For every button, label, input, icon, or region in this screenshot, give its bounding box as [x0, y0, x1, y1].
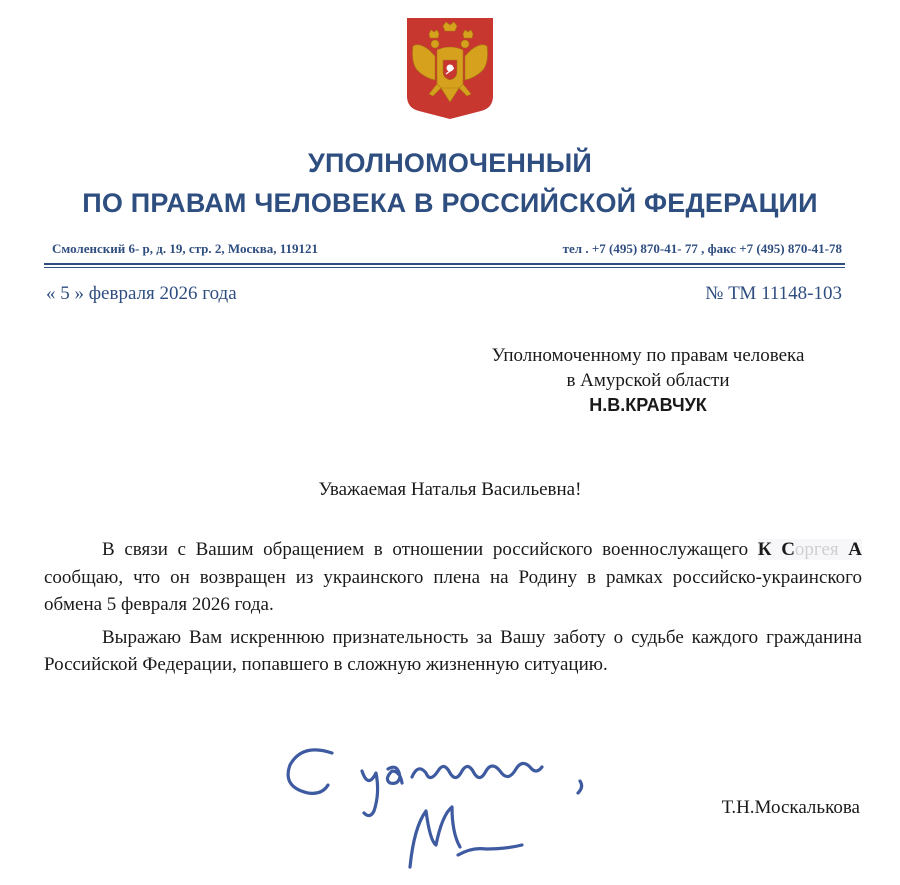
greeting: Уважаемая Наталья Васильевна!	[318, 479, 582, 500]
handwritten-signature	[262, 735, 622, 885]
russian-coat-of-arms-icon	[405, 16, 495, 120]
org-phone-fax: тел . +7 (495) 870-41- 77 , факс +7 (495) 870-41-78	[562, 241, 842, 256]
redacted-name: К Соргея А	[757, 539, 863, 560]
recipient-title: Уполномоченному по правам человека	[491, 345, 805, 366]
paragraph-1-start: В связи с Вашим обращением в отношении российского военнослужащего	[102, 539, 749, 560]
document-date: « 5 » февраля 2026 года	[46, 283, 237, 304]
paragraph-2: Выражаю Вам искреннюю признательность за Вашу заботу о судьбе каждого гражданина Российской Федерации, попавшего в сложную жизненную ситуацию.	[44, 626, 862, 675]
header-divider-thin	[44, 267, 845, 268]
org-title-line-2: ПО ПРАВАМ ЧЕЛОВЕКА В РОССИЙСКОЙ ФЕДЕРАЦИИ	[82, 188, 818, 218]
signer-name: Т.Н.Москалькова	[721, 797, 860, 818]
recipient-block	[438, 343, 858, 418]
document-number: № ТМ 11148-103	[705, 283, 842, 304]
paragraph-1-end: сообщаю, что он возвращен из украинского плена на Родину в рамках российско-украинского обмена 5 февраля 2026 года.	[44, 566, 862, 615]
org-title-line-1: УПОЛНОМОЧЕННЫЙ	[307, 148, 593, 178]
recipient-region: в Амурской области	[566, 370, 730, 391]
org-address: Смоленский 6- р, д. 19, стр. 2, Москва, 119121	[52, 241, 319, 256]
paragraph-1	[44, 536, 862, 619]
recipient-name: Н.В.КРАВЧУК	[589, 395, 707, 415]
letter-body	[44, 536, 862, 679]
header-divider	[44, 263, 845, 265]
